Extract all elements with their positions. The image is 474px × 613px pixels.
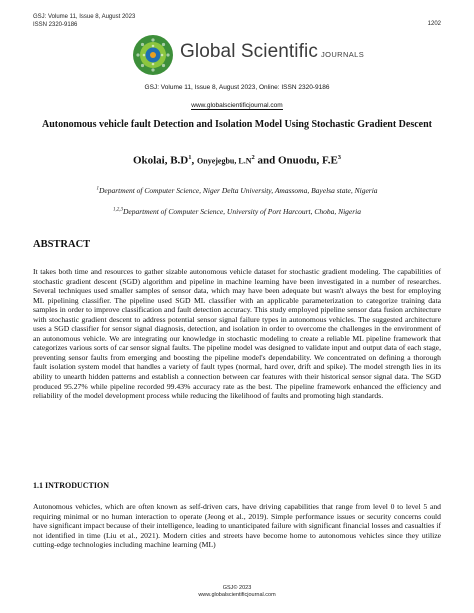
affiliation-1 xyxy=(0,186,474,195)
issn-line: ISSN 2320-9186 xyxy=(33,22,78,28)
author-1: Okolai, B.D xyxy=(132,154,189,167)
logo-suffix: JOURNALS xyxy=(320,50,365,59)
introduction-heading: 1.1 INTRODUCTION xyxy=(33,481,110,490)
affiliation-1-text: Department of Computer Science, Niger Delta University, Amassoma, Bayelsa state, Nigeria xyxy=(98,186,378,195)
journal-url-text[interactable]: www.globalscientificjournal.com xyxy=(191,102,283,109)
author-conjunction: and xyxy=(254,154,278,167)
author-3-sup: 3 xyxy=(337,154,342,161)
journal-logo xyxy=(132,34,372,78)
issue-line: GSJ: Volume 11, Issue 8, August 2023, Online: ISSN 2320-9186 xyxy=(144,84,330,91)
page-number: 1202 xyxy=(427,21,441,27)
journal-line: GSJ: Volume 11, Issue 8, August 2023 xyxy=(33,14,136,20)
abstract-heading: ABSTRACT xyxy=(33,239,91,250)
journal-url[interactable] xyxy=(0,102,474,109)
logo-wordmark xyxy=(180,41,364,63)
abstract-body: It takes both time and resources to gather sizable autonomous vehicle dataset for stochastic gradient modeling. The capabilities of stochastic gradient descent (SGD) algorithm and pipeline in machine learning have been investigated in a number of researches. Several techniques used smaller samples of sensor data, which may have been adequate but wasn't always the best for employing ML pipelining classifier. The pipeline used SGD ML classifier with an applicable parameterization to categorize training data samples in order to improve classification and fault detection accuracy. This study employed pipeline sensor data fusion architecture with stochastic gradient descent to address potential sensor signal failure types in autonomous vehicles. The suggested architecture uses a SGD classifier for sensor signal diagnosis, detection, and isolation in order to overcome the challenges in the environment of an autonomous vehicle. We are integrating our knowledge in stochastic modeling to create a reliable ML pipeline framework that categorizes various sorts of car sensor signal faults. The pipeline model was designed to validate input and output data of each stage, preventing sensor faults from emerging and boosting the pipeline model's dependability. We concentrated on defining a thorough fault isolation system model that handles a variety of fault types (normal, hard over, drift and spike). The model strength lies in its ability to unearth hidden patterns and establish a connection between car features with their historical sensor signal data. The SGD produced 95.27% while pipeline recorded 99.43% accuracy rate as the best. The pipeline framework enhanced the efficiency and reliability of the model development process while reducing the likelihood of faults and promoting high standards. xyxy=(33,267,441,401)
paper-title: Autonomous vehicle fault Detection and Isolation Model Using Stochastic Gradient Descent xyxy=(42,119,432,130)
footer-copyright: GSJ© 2023 xyxy=(222,585,252,591)
logo-name: Global Scientific xyxy=(180,41,318,62)
running-header xyxy=(33,13,135,29)
affiliation-2 xyxy=(0,207,474,216)
globe-logo-icon xyxy=(132,34,174,76)
footer-url: www.globalscientificjournal.com xyxy=(198,592,276,598)
author-2-sup: 2 xyxy=(251,154,255,161)
author-separator: , xyxy=(191,154,198,167)
affiliation-2-sup: 1,2,3 xyxy=(112,207,123,213)
author-list xyxy=(0,154,474,167)
author-3: Onuodu, F.E xyxy=(277,154,338,167)
author-2: Onyejegbu, L.N xyxy=(197,156,252,166)
author-1-sup: 1 xyxy=(188,154,192,161)
introduction-body: Autonomous vehicles, which are often known as self-driven cars, have driving capabilities that range from level 0 to level 5 and requiring minimal or no human interaction to operate (Jeong et al., 2019). Simple performance issues or security concerns could have significant impact because of their intelligence, leading to unanticipated failure with significant financial losses and casualties if not identified in time (Liu et al., 2021). Modern cities and streets have become home to autonomous vehicles since they utilize cutting-edge technologies including machine learning (ML) xyxy=(33,502,441,550)
affiliation-1-sup: 1 xyxy=(96,186,99,192)
affiliation-2-text: Department of Computer Science, University of Port Harcourt, Choba, Nigeria xyxy=(122,207,362,216)
